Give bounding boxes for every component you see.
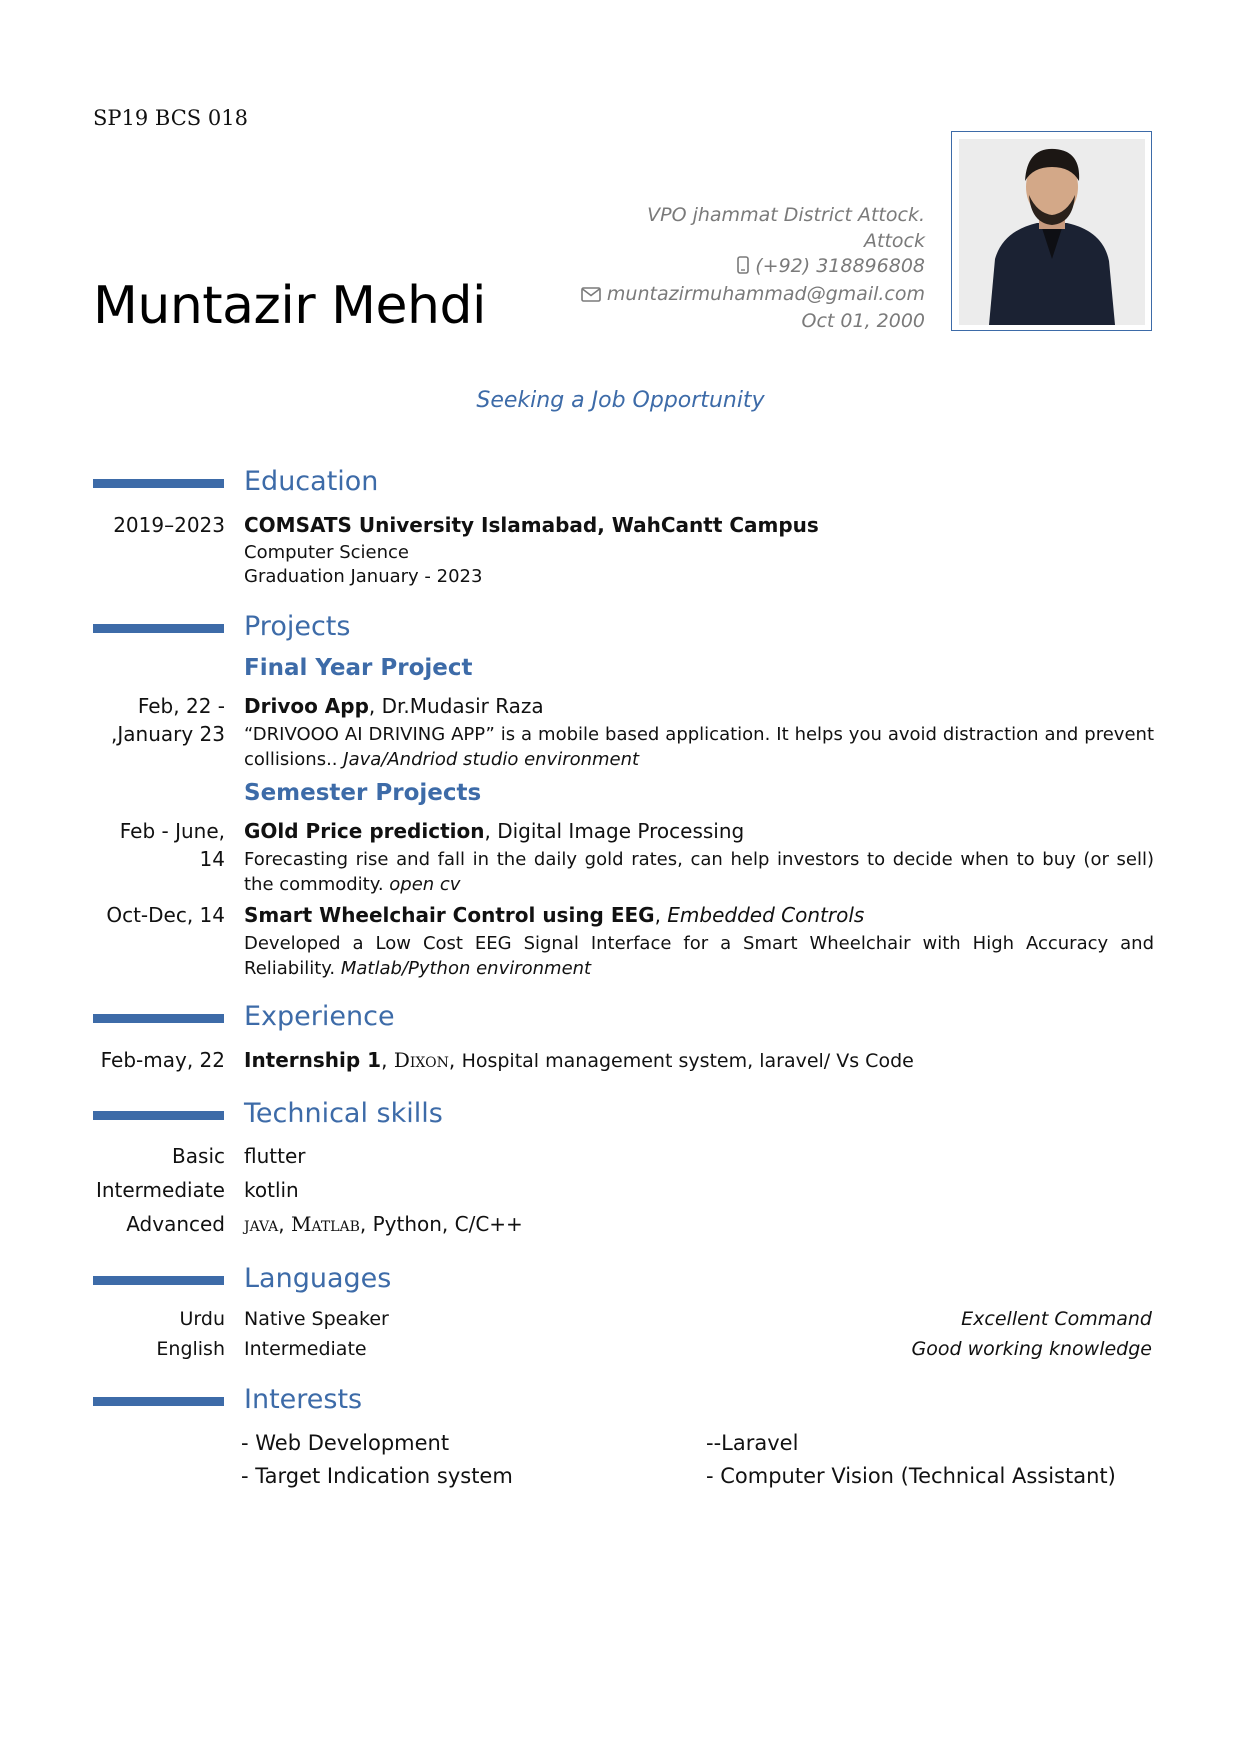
- project-supervisor: , Dr.Mudasir Raza: [368, 694, 544, 718]
- phone-row: [581, 254, 925, 282]
- skill-others: , Python, C/C++: [359, 1212, 523, 1236]
- contact-block: [581, 203, 925, 335]
- profile-photo-frame: [951, 131, 1152, 331]
- subsection-semester-projects: Semester Projects: [244, 780, 482, 806]
- project-description: [244, 847, 1154, 897]
- section-rule-interests: [93, 1397, 224, 1406]
- address-line-1: VPO jhammat District Attock.: [647, 204, 925, 226]
- language-level: Native Speaker: [244, 1308, 389, 1330]
- education-institution: COMSATS University Islamabad, WahCantt Campus: [244, 513, 819, 537]
- project-environment: Java/Andriod studio environment: [343, 749, 640, 770]
- section-rule-languages: [93, 1276, 224, 1285]
- section-rule-experience: [93, 1014, 224, 1023]
- skill-value: flutter: [244, 1144, 306, 1168]
- education-note: Graduation January - 2023: [244, 566, 483, 587]
- experience-date: Feb-may, 22: [100, 1048, 225, 1072]
- skill-value: java, Matlab, Python, C/C++: [244, 1212, 523, 1236]
- education-date: 2019–2023: [113, 513, 225, 537]
- project-date-line-1: Oct-Dec, 14: [106, 903, 225, 927]
- project-environment: Matlab/Python environment: [340, 958, 592, 979]
- project-description: [244, 931, 1154, 981]
- project-name: GOld Price prediction: [244, 819, 485, 843]
- student-id: SP19 BCS 018: [93, 106, 248, 130]
- experience-entry: Internship 1, Dixon, Hospital management system, laravel/ Vs Code: [244, 1048, 914, 1072]
- section-title-experience: Experience: [244, 1001, 395, 1032]
- skill-java: java: [244, 1212, 279, 1236]
- section-title-languages: Languages: [244, 1263, 392, 1294]
- section-title-interests: Interests: [244, 1384, 363, 1415]
- language-comment: Excellent Command: [961, 1308, 1152, 1330]
- project-date-line-2: ,January 23: [111, 722, 225, 746]
- section-rule-skills: [93, 1111, 224, 1120]
- experience-role: Internship 1: [244, 1048, 382, 1072]
- phone-number: (+92) 318896808: [755, 255, 925, 277]
- project-name: Smart Wheelchair Control using EEG: [244, 903, 655, 927]
- date-of-birth: Oct 01, 2000: [801, 310, 925, 332]
- interest-item: - Computer Vision (Technical Assistant): [706, 1464, 1116, 1488]
- section-rule-education: [93, 479, 224, 488]
- project-description: [244, 722, 1154, 772]
- career-objective: Seeking a Job Opportunity: [476, 388, 765, 413]
- project-date-line-1: Feb, 22 -: [137, 694, 225, 718]
- language-level: Intermediate: [244, 1338, 367, 1360]
- subsection-final-year-project: Final Year Project: [244, 655, 473, 681]
- email-link[interactable]: muntazirmuhammad@gmail.com: [606, 282, 925, 305]
- project-name: Drivoo App: [244, 694, 369, 718]
- project-environment: open cv: [389, 874, 461, 895]
- project-course: , Digital Image Processing: [484, 819, 745, 843]
- skill-matlab: Matlab: [291, 1212, 360, 1236]
- section-rule-projects: [93, 624, 224, 633]
- experience-company: Dixon: [393, 1048, 449, 1072]
- project-heading: [244, 819, 744, 843]
- language-name: Urdu: [179, 1308, 225, 1330]
- language-name: English: [156, 1338, 225, 1360]
- skill-level-label: Basic: [172, 1144, 225, 1168]
- address-line-2: Attock: [864, 229, 925, 252]
- language-comment: Good working knowledge: [911, 1338, 1152, 1360]
- project-heading: [244, 694, 544, 718]
- education-field: Computer Science: [244, 542, 409, 563]
- skill-value: kotlin: [244, 1178, 299, 1202]
- mobile-phone-icon: [737, 256, 749, 282]
- project-date-line-1: Feb - June,: [119, 819, 225, 843]
- section-title-projects: Projects: [244, 611, 351, 642]
- project-description-text: Developed a Low Cost EEG Signal Interface for a Smart Wheelchair with High Accuracy and Reliability.: [244, 933, 1154, 979]
- skill-level-label: Advanced: [126, 1212, 225, 1236]
- profile-photo: [959, 139, 1145, 325]
- section-title-skills: Technical skills: [244, 1098, 443, 1129]
- full-name: Muntazir Mehdi: [93, 276, 486, 336]
- project-date-line-2: 14: [199, 847, 225, 871]
- project-heading: Smart Wheelchair Control using EEG, Embedded Controls: [244, 903, 865, 927]
- envelope-icon: [581, 284, 601, 310]
- project-course: Embedded Controls: [667, 903, 865, 927]
- project-description-text: Forecasting rise and fall in the daily gold rates, can help investors to decide when to buy (or sell) the commodity.: [244, 849, 1154, 895]
- interest-item: - Target Indication system: [241, 1464, 513, 1488]
- email-row: [581, 282, 925, 310]
- skill-level-label: Intermediate: [95, 1178, 225, 1202]
- section-title-education: Education: [244, 466, 379, 497]
- experience-details: Hospital management system, laravel/ Vs Code: [461, 1050, 914, 1072]
- interest-item: --Laravel: [706, 1431, 799, 1455]
- interest-item: - Web Development: [241, 1431, 450, 1455]
- project-description-text: “DRIVOOO AI DRIVING APP” is a mobile based application. It helps you avoid distraction and prevent collisions..: [244, 724, 1154, 770]
